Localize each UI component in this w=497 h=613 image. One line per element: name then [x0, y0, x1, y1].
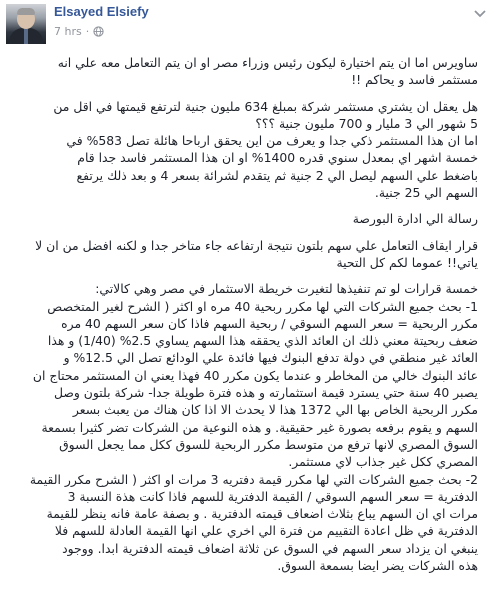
text-line: باضغط علي السهم ليصل الي 2 جنية ثم يتقدم لشرائة بسعر 4 و بعد ذلك يرتفع [76, 167, 478, 183]
text-line: هل يعقل ان يشتري مستثمر شركة بمبلغ 634 مليون جنية لترتفع قيمتها في اقل من [53, 98, 478, 114]
text-line: السهم و يقوم برفعه بصورة غير حقيقية. و هذه النوعية من الشركات تضر كثيرا بسمعة [41, 419, 478, 435]
text-line: ينبغي ان يزداد سعر السهم في السوق عن ثلاثة اضعاف قيمته الدفترية ابدا. ووجود [62, 540, 478, 556]
text-line: هذه الشركات يضر ايضا بسمعة السوق. [277, 558, 478, 574]
text-line: الدفترية في ظل اعادة التقييم من فترة الي اخري علي انها القيمة العادلة للسهم فلا [54, 523, 478, 539]
text-line: ضعف ربحيتة معني ذلك ان العائد الذي يحققه هذا السهم يساوي 2.5% (1/40) و هذا [47, 333, 478, 349]
text-line: ياتي!! عموما لكم كل التحية [336, 254, 478, 270]
text-line: السهم الي 25 جنية. [374, 185, 478, 201]
author-name[interactable]: Elsayed Elsiefy [54, 4, 149, 19]
paragraph-title: رسالة الي ادارة البورصة [352, 211, 478, 227]
text-line: 1- بحث جميع الشركات التي لها مكرر ربحية 40 مره او اكثر ( الشرح لغير المتخصص [47, 298, 478, 314]
post-timestamp[interactable]: 7 hrs [54, 25, 82, 38]
text-line: يصبر 40 سنة حتي يسترد قيمة استثمارته و هذه فترة طويلة جدا- شركة بلتون وصل [53, 385, 478, 401]
text-line: السوق المصري لانها ترفع من متوسط مكرر الربحية للسوق ككل مما يجعل السوق [59, 436, 478, 452]
text-line: خمسة اشهر اي بمعدل سنوي قدره 1400% او ان هذا المستثمر فاسد جدا قام [77, 150, 478, 166]
text-line: اما ان هذا المستثمر ذكي جدا و يعرف من اين يحقق ارباحا هائلة تصل 583% في [66, 133, 478, 149]
text-line: 5 شهور الي 3 مليار و 700 مليون جنية ؟؟؟ [255, 115, 478, 131]
text-line: عائد البنوك خالي من المخاطر و عندما يكون مكرر 40 فهذا يعني ان المستثمر محتاج ان [32, 367, 478, 383]
text-line: مكرر الربحية = سعر السهم السوقي / ربحية السهم فاذا كان سعر السهم 40 مره [61, 315, 478, 331]
text-line: 2- بحث جميع الشركات التي لها مكرر قيمة دفتريه 3 مرات او اكثر ( الشرح مكرر القيمة [29, 471, 478, 487]
text-line: خمسة قرارات لو تم تنفيذها لتغيرت خريطة الاستثمار في مصر وهي كالاتي: [95, 281, 478, 297]
post-body [4, 54, 478, 574]
text-line: مرات اي ان السهم يباع بثلاث اضعاف قيمته الدفترية . و بصفة عامة فانه ينظر للقيمة [46, 506, 478, 522]
avatar[interactable] [6, 4, 46, 44]
text-line: ساويرس اما ان يتم اختيارة ليكون رئيس وزراء مصر او ان يتم التعامل معه علي انه [57, 55, 478, 70]
text-line: مستثمر فاسد و يحاكم !! [351, 72, 478, 88]
paragraph-2 [4, 98, 478, 202]
meta-separator: · [85, 25, 90, 38]
post-header [0, 0, 497, 48]
text-line: المصري ككل غير جذاب لاي مستثمر. [288, 454, 478, 470]
text-line: قرار ايقاف التعامل علي سهم بلتون نتيجة ارتفاعه جاء متاخر جدا و لكنه افضل من ان لا [35, 237, 478, 253]
paragraph-3 [4, 237, 478, 272]
paragraph-4 [4, 280, 478, 574]
post-meta [54, 25, 104, 38]
globe-icon[interactable] [93, 26, 104, 37]
text-line: مكرر الربحية الخاص بها الي 1372 هذا لا يحدث الا اذا كان هناك من يعبث بسعر [72, 402, 478, 418]
chevron-down-icon[interactable] [473, 8, 487, 18]
text-line: الدفترية = سعر السهم السوقي / القيمة الدفترية للسهم فاذا كانت هذة النسبة 3 [67, 488, 478, 504]
paragraph-1 [4, 54, 478, 89]
text-line: العائد غير منطقي في دولة تدفع البنوك فيها فائدة علي الودائع تصل الي 12.5% و [63, 350, 478, 366]
